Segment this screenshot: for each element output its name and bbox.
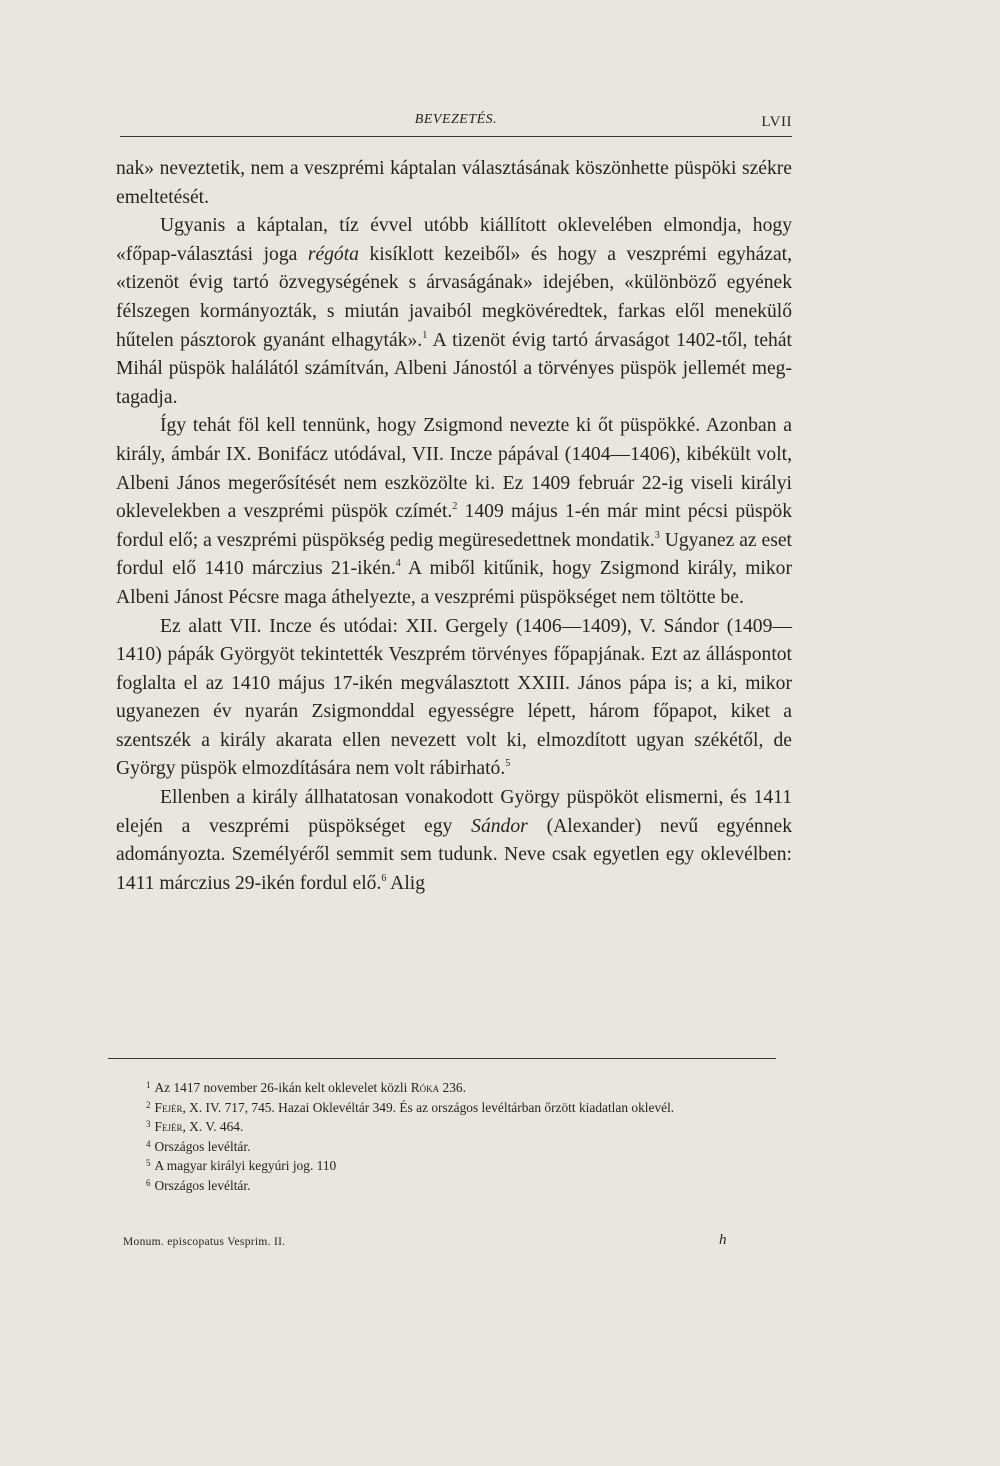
- signature-mark: Monum. episcopatus Vesprim. II.: [123, 1236, 286, 1248]
- author-name: Fejér: [154, 1099, 183, 1115]
- footnote-mark: 4: [146, 1138, 151, 1149]
- footnote-mark: 5: [146, 1158, 151, 1169]
- author-name: Róka: [410, 1080, 440, 1095]
- footnote-5: 5 A magyar királyi kegyúri jog. 110: [116, 1155, 786, 1175]
- author-name: Fejér: [154, 1119, 183, 1135]
- paragraph-1: nak» neveztetik, nem a veszprémi káptalan választásának köszönhette püspöki székre emeltetését.: [116, 158, 792, 208]
- running-title: BEVEZETÉS.: [414, 112, 498, 127]
- footnote-ref-4[interactable]: 4: [395, 558, 401, 570]
- footnote-2: 2 Fejér, X. IV. 717, 745. Hazai Oklevéltár 349. És az országos levéltárban őrzött kiadatlan oklevél.: [116, 1097, 786, 1117]
- running-head: [120, 112, 792, 136]
- paragraph-4: Ez alatt VII. Incze és utódai: XII. Gergely (1406—1409), V. Sándor (1409—1410) pápák Györgyöt tekintették Veszprém törvényes főpapjának. Ezt az álláspontot foglalta el az 1410 május 17-ikén megválasztott XXIII. János pápa is; a ki, mikor ugyanezen év nyarán Zsigmonddal egyességre lépett, három főpapot, kiket a szentszék a király akarata ellen nevezett volt ki, elmozdított ugyan székétől, de György püspök elmozdítására nem volt rábirható.$^5$: [116, 615, 792, 780]
- footnote-mark: 2: [146, 1099, 151, 1110]
- footnote-mark: 3: [146, 1119, 151, 1130]
- footnote-1: 1 Az 1417 november 26-ikán kelt oklevelet közli Róka 236.: [116, 1077, 786, 1097]
- body-text: [116, 155, 792, 898]
- footnote-ref-1[interactable]: 1: [422, 329, 428, 341]
- footnote-rule: [108, 1058, 776, 1059]
- emphasis-sandor: Sándor: [471, 815, 528, 837]
- paragraph-5: Ellenben a király állhatatosan vonakodott György püspököt elismerni, és 1411 elején a veszprémi püspökséget egy Sándor (Alexander) nevű egyénnek adományozta. Személyéről semmit sem tudunk. Neve csak egyetlen egy oklevélben: 1411 márczius 29-ikén fordul elő.$^6$ Alig: [116, 787, 792, 894]
- gathering-letter: h: [719, 1232, 727, 1248]
- paragraph-3: Így tehát föl kell tennünk, hogy Zsigmond nevezte ki őt püspökké. Azonban a király, ámbár IX. Bonifácz utódával, VII. Incze pápával (1404—1406), kibékült volt, Albeni János megerősítését nem eszközölte ki. Ez 1409 február 22-ig viseli királyi oklevelekben a veszprémi püspök czímét.$^2$ 1409 május 1-én már mint pécsi püspök fordul elő; a veszprémi püspökség pedig megüresedettnek mondatik.$^3$ Ugyanez az eset fordul elő 1410 márczius 21-ikén.$^4$ A miből kitűnik, hogy Zsigmond király, mikor Albeni Jánost Pécsre maga áthelyezte, a veszprémi püspökséget nem töltötte be.: [116, 415, 793, 608]
- footnote-ref-5[interactable]: 5: [505, 758, 511, 770]
- footnote-ref-3[interactable]: 3: [654, 529, 660, 541]
- footnote-mark: 6: [146, 1177, 151, 1188]
- footnote-4: 4 Országos levéltár.: [116, 1136, 786, 1156]
- footnote-mark: 1: [146, 1080, 151, 1090]
- footnote-ref-2[interactable]: 2: [452, 501, 458, 513]
- emphasis-regota: régóta: [307, 243, 359, 265]
- footnote-ref-6[interactable]: 6: [381, 872, 387, 884]
- footnote-3: 3 Fejér, X. V. 464.: [116, 1116, 786, 1136]
- footnotes: [116, 1077, 786, 1195]
- page-number: LVII: [761, 114, 792, 130]
- header-rule: [120, 136, 792, 137]
- footnote-6: 6 Országos levéltár.: [116, 1175, 786, 1195]
- paragraph-2: Ugyanis a káptalan, tíz évvel utóbb kiállított oklevelében elmondja, hogy «főpap-választási joga régóta kisíklott kezeiből» és hogy a veszprémi egyházat, «tizenöt évig tartó özvegységének s árvaságának» idejében, «különböző egyének félszegen kormányozták, s miután javaiból megkövéredtek, farkas elől menekülő hűtelen pásztorok gyanánt elhagyták».$^1$ A tizenöt évig tartó árvaságot 1402-től, tehát Mihál püspök halálától számítván, Albeni Jánostól a törvényes püspök jellemét megtagadja.: [116, 215, 792, 408]
